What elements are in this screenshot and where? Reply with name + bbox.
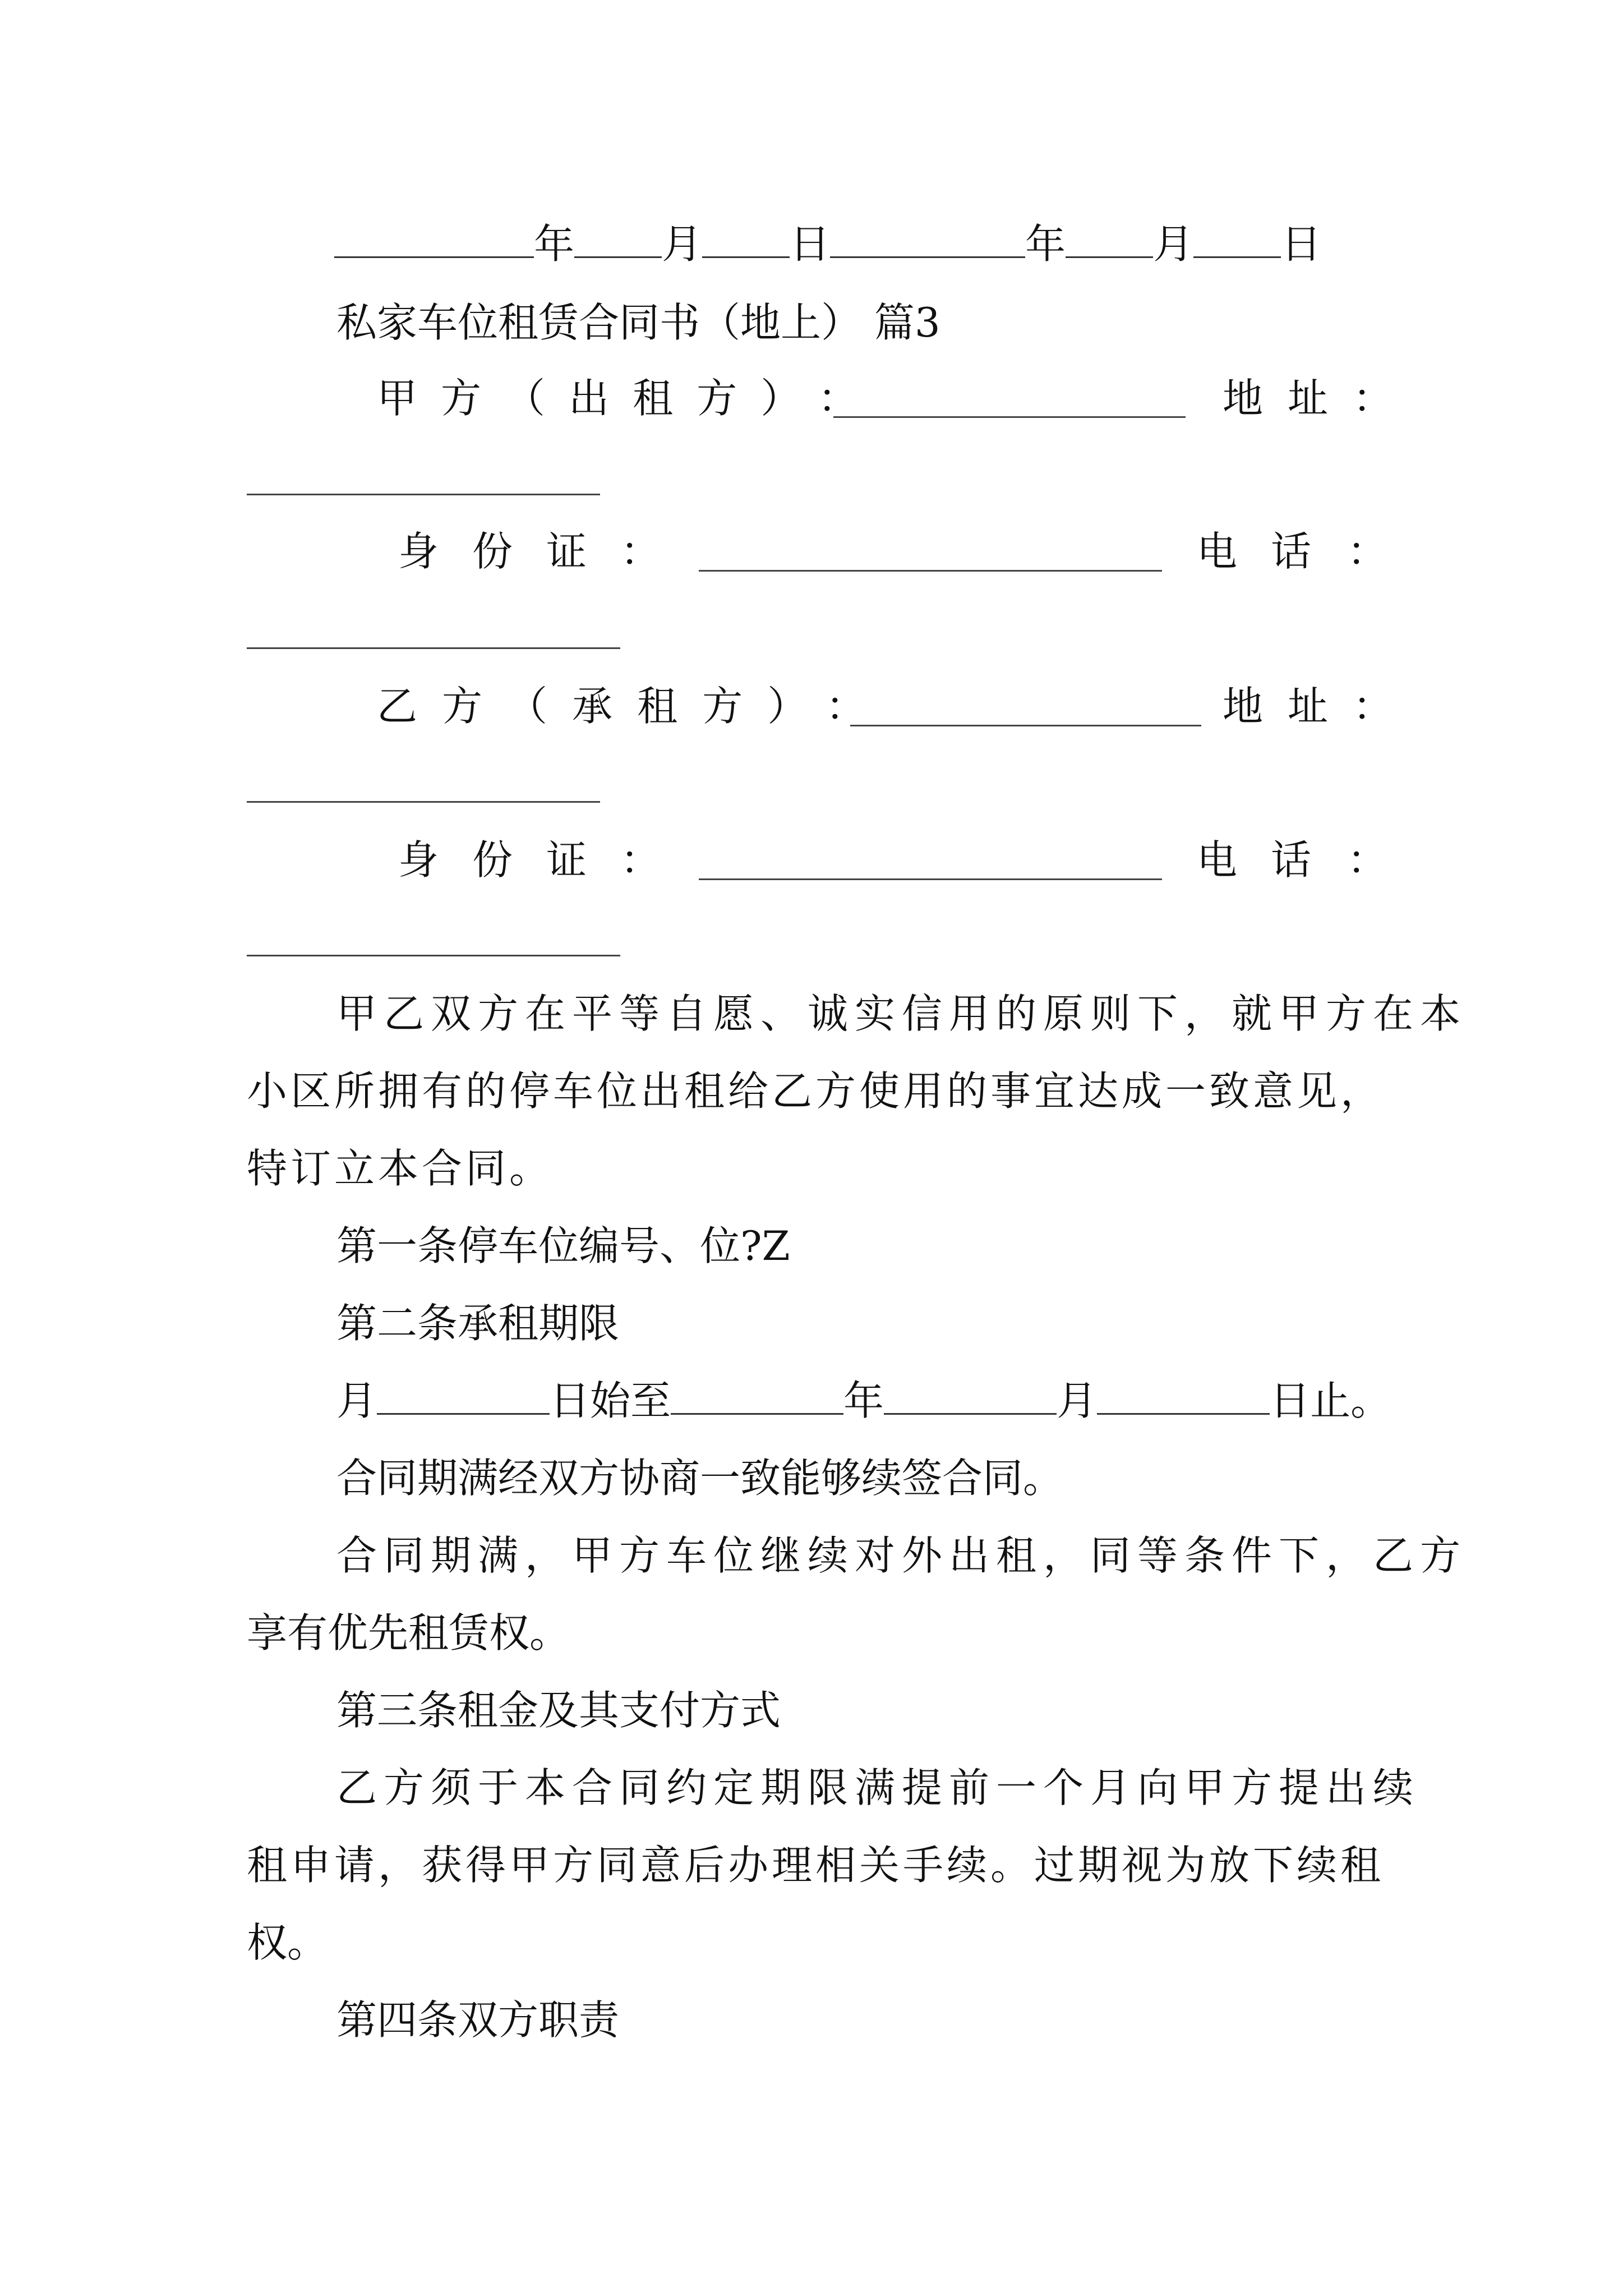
char: 份 bbox=[472, 836, 513, 884]
char: 身 bbox=[398, 836, 439, 884]
renew-clause: 合同期满经双方协商一致能够续签合同。 bbox=[336, 1455, 1064, 1502]
blank-month-2 bbox=[1066, 222, 1153, 258]
article-4: 第四条双方职责 bbox=[336, 1996, 620, 2044]
party-b-char: 方 bbox=[442, 683, 483, 730]
term-blank-4 bbox=[1097, 1378, 1270, 1415]
date-day-1: 日 bbox=[790, 220, 831, 268]
term-blank-2 bbox=[671, 1378, 843, 1415]
party-b-id-label bbox=[398, 835, 661, 885]
party-b-phone-label bbox=[1197, 835, 1387, 885]
char: 话 bbox=[1271, 836, 1312, 884]
char: 电 bbox=[1197, 528, 1238, 575]
party-a-id-blank bbox=[699, 570, 1162, 572]
date-month-2: 月 bbox=[1153, 220, 1194, 268]
term-blank-3 bbox=[884, 1378, 1057, 1415]
party-b-address-label bbox=[1223, 681, 1393, 731]
char: 址 bbox=[1288, 375, 1329, 422]
term-year: 年 bbox=[843, 1377, 884, 1424]
payment-line-2: 租申请，获得甲方同意后办理相关手续。过期视为放下续租 bbox=[247, 1842, 1385, 1889]
char: ： bbox=[1347, 836, 1388, 884]
char: ： bbox=[620, 528, 661, 575]
party-b-label bbox=[377, 681, 866, 731]
party-a-char: 方 bbox=[697, 375, 737, 422]
party-b-char: 方 bbox=[702, 683, 743, 730]
party-a-char: ： bbox=[818, 375, 859, 422]
blank-day-2 bbox=[1193, 222, 1281, 258]
char: ： bbox=[620, 836, 661, 884]
intro-line-3: 特订立本合同。 bbox=[247, 1145, 554, 1192]
party-b-char: 租 bbox=[637, 683, 678, 730]
party-a-char: ） bbox=[760, 375, 801, 422]
party-a-address-blank bbox=[247, 494, 600, 495]
party-b-phone-blank bbox=[247, 955, 620, 956]
payment-line-3: 权。 bbox=[247, 1919, 328, 1966]
char: 身 bbox=[398, 528, 439, 575]
char: 地 bbox=[1223, 375, 1264, 422]
payment-line-1: 乙方须于本合同约定期限满提前一个月向甲方提出续 bbox=[336, 1764, 1421, 1811]
blank-month-1 bbox=[574, 222, 662, 258]
char: 证 bbox=[546, 836, 587, 884]
char: ： bbox=[1347, 528, 1388, 575]
char: 话 bbox=[1271, 528, 1312, 575]
intro-line-1: 甲乙双方在平等自愿、诚实信用的原则下，就甲方在本 bbox=[336, 990, 1468, 1037]
date-month-1: 月 bbox=[662, 220, 703, 268]
party-a-phone-label bbox=[1197, 526, 1387, 577]
priority-line-1: 合同期满，甲方车位继续对外出租，同等条件下，乙方 bbox=[336, 1532, 1468, 1579]
date-year-2: 年 bbox=[1025, 220, 1066, 268]
char: ： bbox=[1353, 683, 1394, 730]
blank-day-1 bbox=[702, 222, 790, 258]
party-a-char: 出 bbox=[569, 375, 610, 422]
date-year-1: 年 bbox=[534, 220, 575, 268]
article-3: 第三条租金及其支付方式 bbox=[336, 1687, 781, 1734]
article-1: 第一条停车位编号、位?Z bbox=[336, 1222, 790, 1269]
char: 证 bbox=[546, 528, 587, 575]
char: 份 bbox=[472, 528, 513, 575]
party-a-char: 甲 bbox=[377, 375, 418, 422]
term-end: 日止。 bbox=[1270, 1377, 1391, 1424]
party-b-char: 承 bbox=[572, 683, 613, 730]
party-b-name-blank bbox=[850, 725, 1201, 726]
party-a-id-label bbox=[398, 526, 661, 577]
party-b-char: （ bbox=[507, 683, 548, 730]
party-a-char: （ bbox=[505, 375, 546, 422]
term-blank-1 bbox=[377, 1378, 550, 1415]
party-a-char: 租 bbox=[633, 375, 674, 422]
party-a-name-blank bbox=[833, 416, 1186, 418]
term-start: 日始至 bbox=[550, 1377, 671, 1424]
date-line bbox=[334, 219, 1321, 269]
char: 电 bbox=[1197, 836, 1238, 884]
blank-year-1 bbox=[334, 222, 534, 258]
term-line bbox=[336, 1375, 1391, 1426]
party-a-char: 方 bbox=[441, 375, 482, 422]
article-2: 第二条承租期限 bbox=[336, 1300, 620, 1347]
intro-line-2: 小区所拥有的停车位出租给乙方使用的事宜达成一致意见， bbox=[247, 1068, 1385, 1115]
party-b-char: ） bbox=[767, 683, 808, 730]
priority-line-2: 享有优先租赁权。 bbox=[247, 1609, 570, 1657]
party-b-char: ： bbox=[826, 683, 866, 730]
term-month: 月 bbox=[336, 1377, 377, 1424]
party-b-id-blank bbox=[699, 878, 1162, 880]
party-a-label bbox=[377, 373, 858, 424]
party-a-phone-blank bbox=[247, 647, 620, 649]
blank-year-2 bbox=[830, 222, 1025, 258]
term-month-2: 月 bbox=[1057, 1377, 1098, 1424]
document-title: 私家车位租赁合同书（地上） 篇3 bbox=[336, 299, 940, 346]
char: 址 bbox=[1288, 683, 1329, 730]
party-b-char: 乙 bbox=[377, 683, 418, 730]
char: ： bbox=[1353, 375, 1394, 422]
party-b-address-blank bbox=[247, 801, 600, 803]
party-a-address-label bbox=[1223, 373, 1393, 424]
date-day-2: 日 bbox=[1281, 220, 1322, 268]
char: 地 bbox=[1223, 683, 1264, 730]
